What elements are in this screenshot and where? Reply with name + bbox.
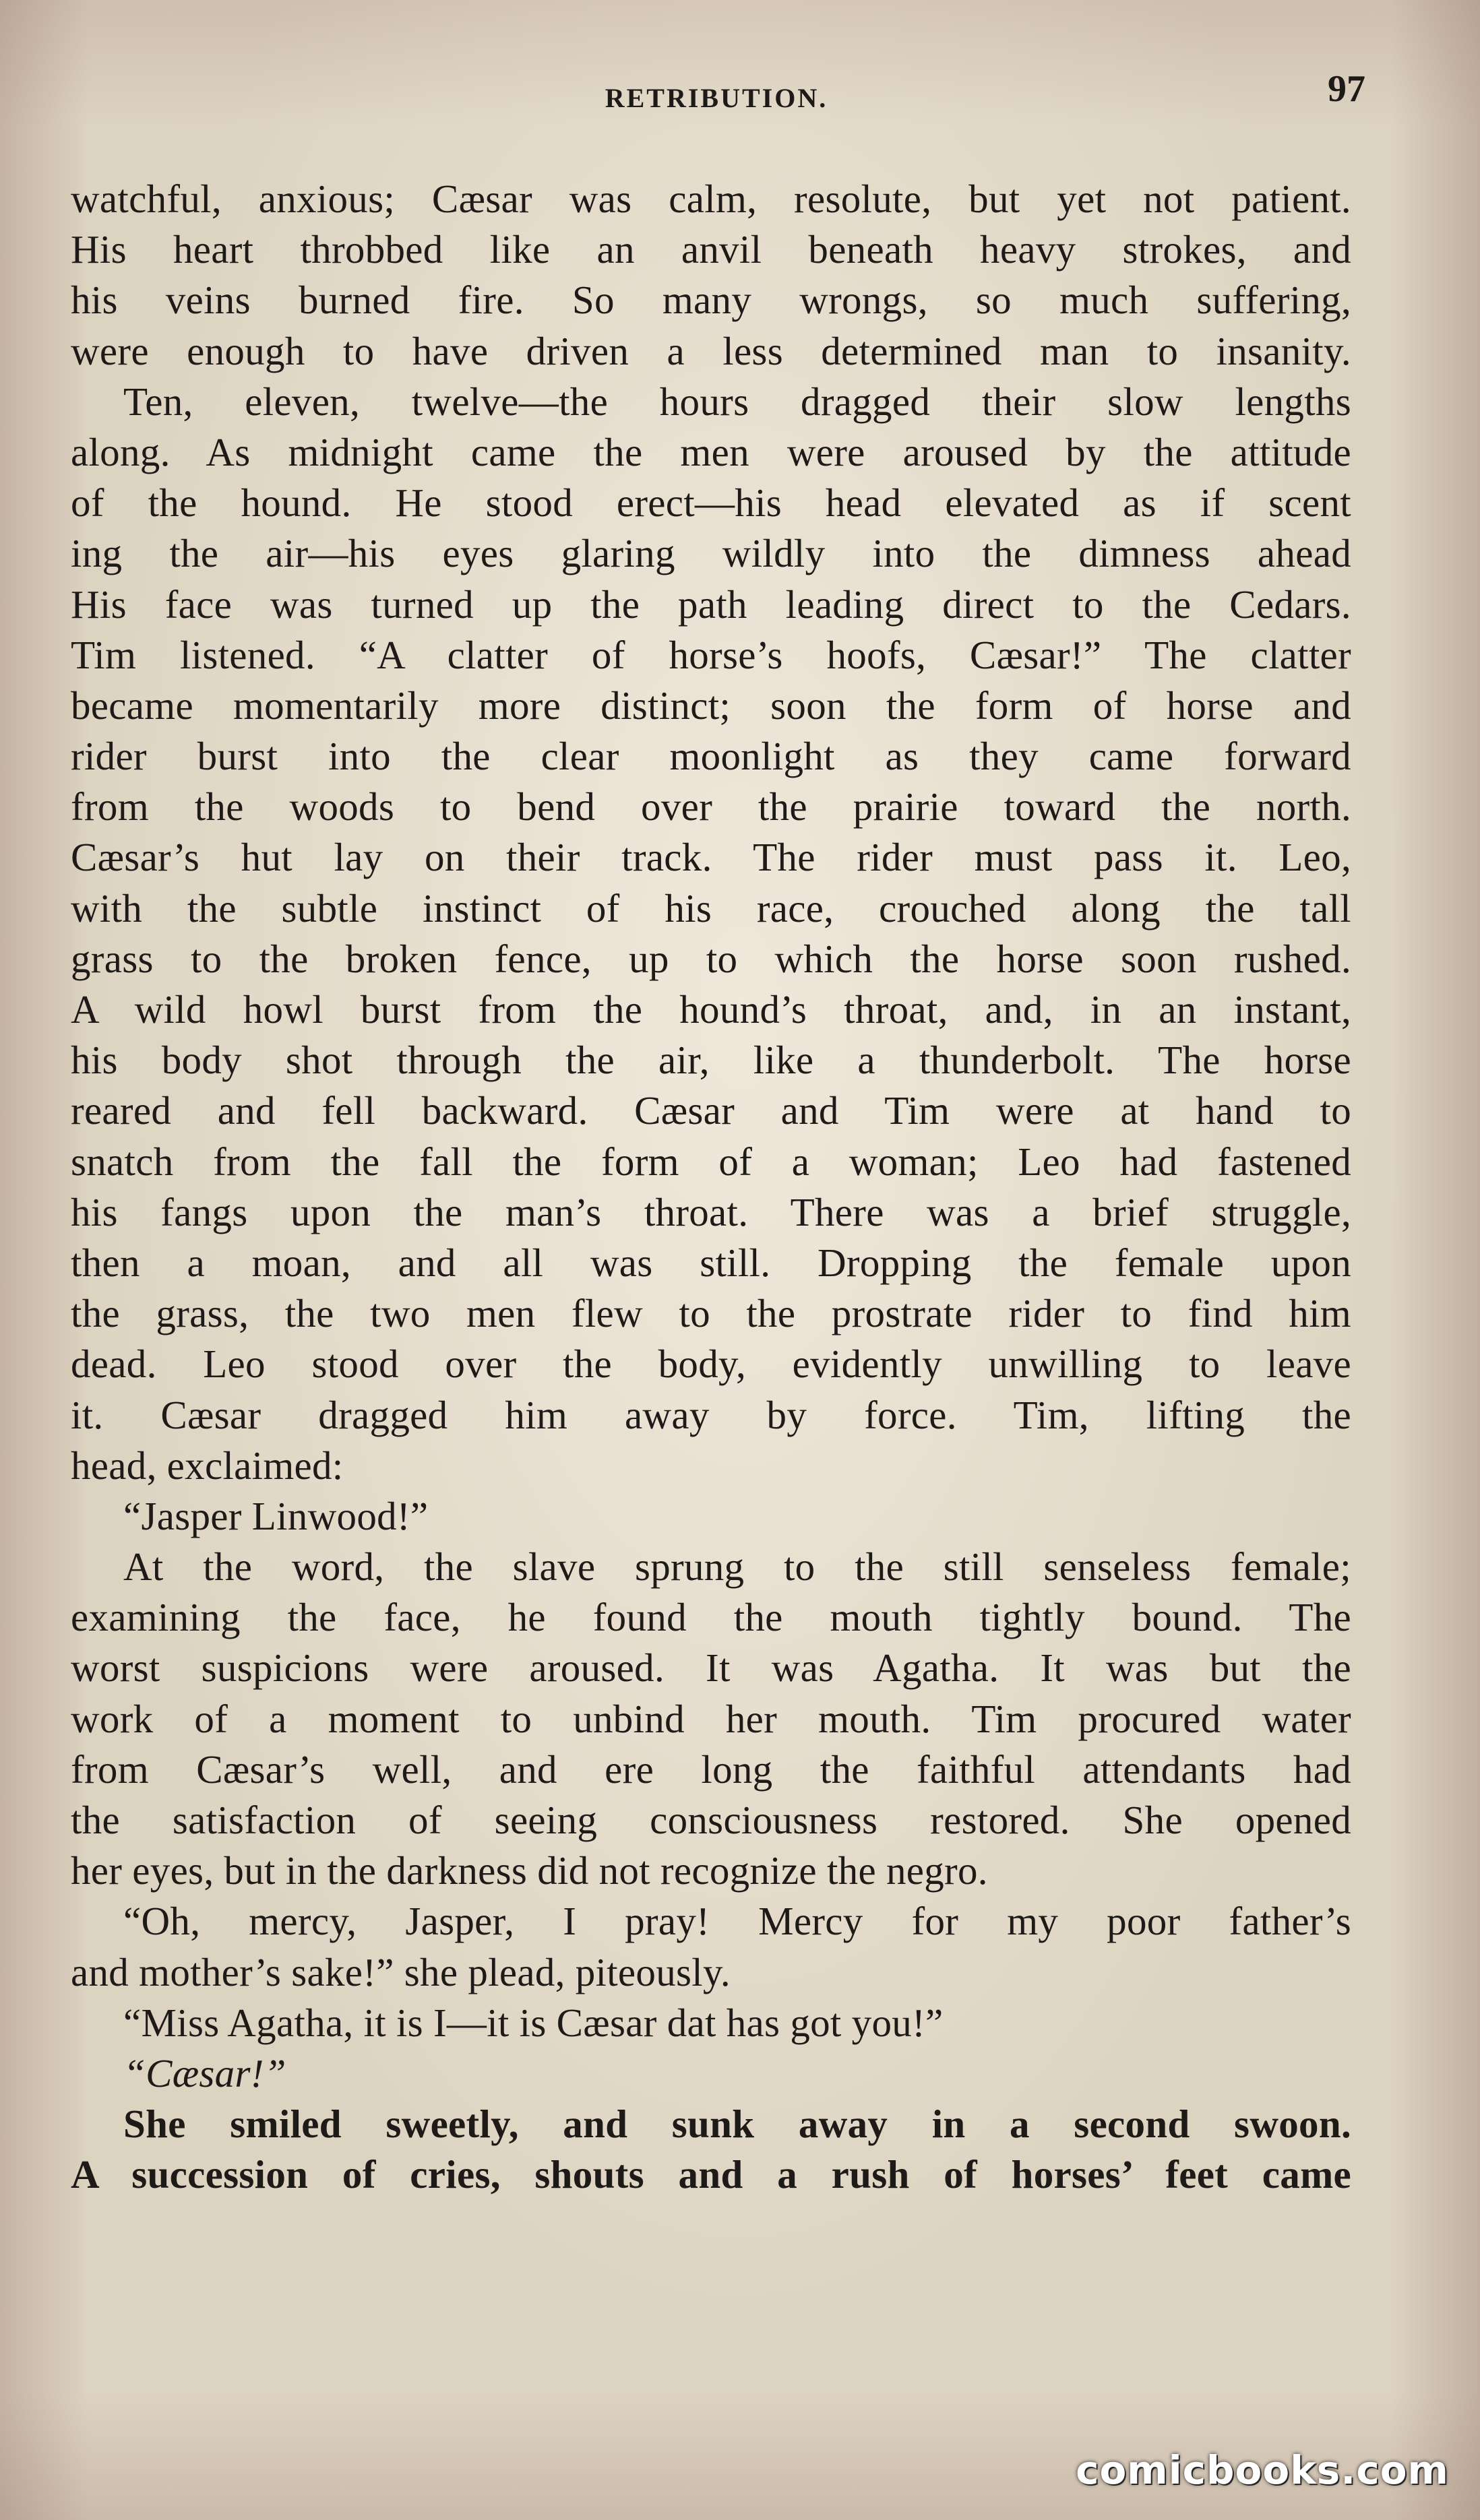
text-line: the grass, the two men flew to the prostrate rider to find him <box>71 1291 1351 1336</box>
text-line: work of a moment to unbind her mouth. Tim procured water <box>71 1696 1351 1741</box>
watermark-text: comicbooks.com <box>1076 2447 1449 2493</box>
page-number: 97 <box>1328 68 1365 110</box>
text-line: became momentarily more distinct; soon the form of horse and <box>71 683 1351 728</box>
text-line: Ten, eleven, twelve—the hours dragged their slow lengths <box>123 379 1351 424</box>
text-line: with the subtle instinct of his race, crouched along the tall <box>71 885 1351 931</box>
text-line: His face was turned up the path leading direct to the Cedars. <box>71 581 1351 627</box>
text-line: were enough to have driven a less determined man to insanity. <box>71 328 1351 373</box>
text-line: rider burst into the clear moonlight as they came forward <box>71 734 1351 779</box>
text-line: dead. Leo stood over the body, evidently unwilling to leave <box>71 1342 1351 1387</box>
text-line: Tim listened. “A clatter of horse’s hoofs, Cæsar!” The clatter <box>71 632 1351 677</box>
body-text <box>71 174 1351 2201</box>
running-title: RETRIBUTION. <box>605 83 828 113</box>
text-line: from the woods to bend over the prairie toward the north. <box>71 784 1351 829</box>
text-line: Cæsar’s hut lay on their track. The rider must pass it. Leo, <box>71 835 1351 880</box>
text-line: the satisfaction of seeing consciousness restored. She opened <box>71 1798 1351 1842</box>
text-line: then a moan, and all was still. Dropping the female upon <box>71 1240 1351 1285</box>
text-line: along. As midnight came the men were aroused by the attitude <box>71 429 1351 474</box>
text-line: worst suspicions were aroused. It was Agatha. It was but the <box>71 1645 1351 1691</box>
text-line: His heart throbbed like an anvil beneath heavy strokes, and <box>71 227 1351 272</box>
text-line: grass to the broken fence, up to which the horse soon rushed. <box>71 936 1351 981</box>
text-line: At the word, the slave sprung to the still senseless female; <box>123 1544 1351 1589</box>
text-line: She smiled sweetly, and sunk away in a second swoon. <box>123 2102 1351 2147</box>
text-line: A succession of cries, shouts and a rush of horses’ feet came <box>71 2152 1351 2197</box>
text-line: from Cæsar’s well, and ere long the faithful attendants had <box>71 1746 1351 1792</box>
text-line: snatch from the fall the form of a woman; Leo had fastened <box>71 1139 1351 1184</box>
text-line: head, exclaimed: <box>71 1443 344 1488</box>
page-header <box>67 67 1365 128</box>
text-line: “Jasper Linwood!” <box>123 1493 429 1538</box>
text-line: watchful, anxious; Cæsar was calm, resolute, but yet not patient. <box>71 177 1351 221</box>
text-line: reared and fell backward. Cæsar and Tim were at hand to <box>71 1088 1351 1133</box>
text-line: his fangs upon the man’s throat. There was a brief struggle, <box>71 1189 1351 1234</box>
text-line: his veins burned fire. So many wrongs, so much suffering, <box>71 278 1351 323</box>
text-line: “Oh, mercy, Jasper, I pray! Mercy for my poor father’s <box>123 1899 1351 1944</box>
text-line: and mother’s sake!” she plead, piteously. <box>71 1949 731 1994</box>
text-line: “Cæsar!” <box>123 2050 286 2096</box>
text-line: of the hound. He stood erect—his head elevated as if scent <box>71 480 1351 526</box>
text-line: “Miss Agatha, it is I—it is Cæsar dat has got you!” <box>123 2000 944 2045</box>
text-line: ing the air—his eyes glaring wildly into the dimness ahead <box>71 531 1351 576</box>
text-line: examining the face, he found the mouth tightly bound. The <box>71 1595 1351 1640</box>
text-line: her eyes, but in the darkness did not recognize the negro. <box>71 1848 988 1893</box>
text-line: it. Cæsar dragged him away by force. Tim, lifting the <box>71 1392 1351 1437</box>
text-line: A wild howl burst from the hound’s throat, and, in an instant, <box>71 987 1351 1032</box>
text-line: his body shot through the air, like a thunderbolt. The horse <box>71 1038 1351 1083</box>
